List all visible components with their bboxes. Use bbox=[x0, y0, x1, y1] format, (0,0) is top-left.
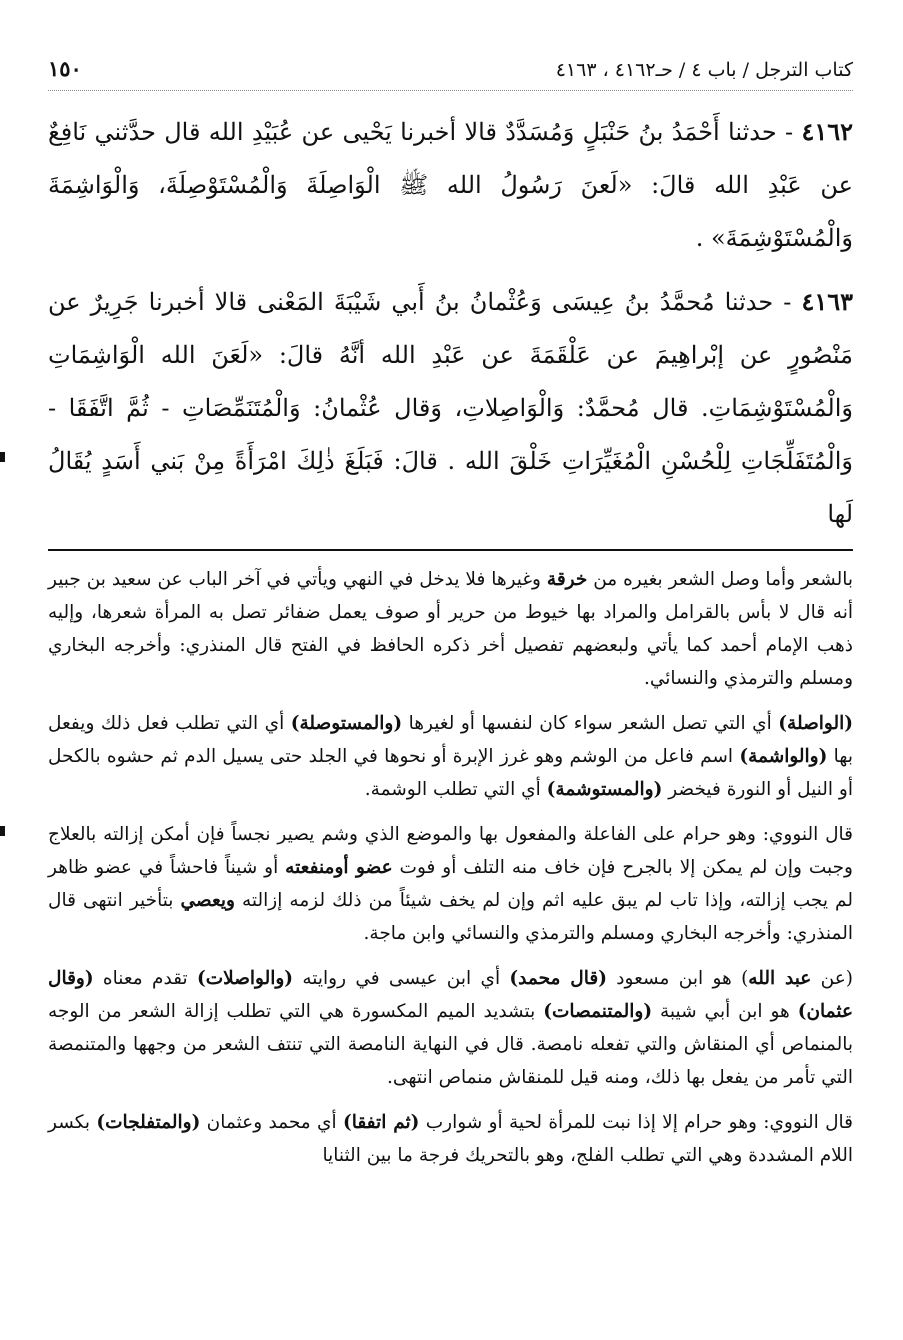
margin-mark bbox=[0, 826, 5, 836]
commentary-text: هو ابن أبي شيبة bbox=[652, 1001, 798, 1022]
commentary-text: قال النووي: وهو حرام على الفاعلة والمفعول بها والموضع الذي وشم يصير نجساً فإن أمكن إزالته بالعلاج وجبت وإن لم يمكن إلا بالجرح فإن خاف منه التلف أو فوت bbox=[48, 824, 853, 878]
commentary-keyword: (وقال عثمان) bbox=[48, 968, 853, 1022]
commentary-text: وغيرها فلا يدخل في النهي ويأتي في آخر الباب عن سعيد بن جبير أنه قال لا بأس بالقرامل والمراد بها خيوط من حرير أو صوف يعمل ضفائر تصل به المرأة شعرها، وإليه ذهب الإمام أحمد كما يأتي ولبعضهم تفصيل أخر ذكره الحافظ في الفتح قال المنذري: وأخرجه البخاري ومسلم والترمذي والنسائي. bbox=[48, 569, 853, 689]
commentary-keyword: (والمتنمصات) bbox=[543, 1001, 653, 1022]
commentary-paragraph bbox=[48, 1106, 853, 1172]
commentary-keyword: (قال محمد) bbox=[509, 968, 607, 989]
commentary-text: قال النووي: وهو حرام إلا إذا نبت للمرأة لحية أو شوارب bbox=[419, 1112, 854, 1133]
running-title: كتاب الترجل / باب ٤ / حـ٤١٦٢ ، ٤١٦٣ bbox=[555, 59, 853, 81]
hadith-4162 bbox=[48, 105, 853, 265]
commentary-divider bbox=[48, 549, 853, 551]
commentary-keyword: عبد الله bbox=[748, 968, 812, 989]
commentary-text: بتشديد الميم المكسورة هي التي تطلب إزالة الشعر من الوجه بالمنماص أي المنقاش والتي تفعله نامصة. قال في النهاية النامصة التي تنتف الشعر من وجهها والمتنمصة التي تأمر من يفعل بها ذلك، ومنه قيل للمنقاش منماص انتهى. bbox=[48, 1001, 853, 1088]
commentary-keyword: خرقة bbox=[546, 569, 588, 590]
commentary-text: تقدم معناه bbox=[93, 968, 197, 989]
commentary-text: أي التي تطلب الوشمة. bbox=[364, 779, 547, 800]
commentary-paragraph bbox=[48, 962, 853, 1094]
commentary-keyword: (والواصلات) bbox=[196, 968, 294, 989]
commentary-text: (عن bbox=[811, 968, 853, 989]
commentary-paragraph bbox=[48, 707, 853, 806]
commentary-keyword: (والمتفلجات) bbox=[96, 1112, 201, 1133]
commentary-text: أي التي تصل الشعر سواء كان لنفسها أو لغيرها bbox=[402, 713, 779, 734]
commentary-keyword: (والمستوصلة) bbox=[290, 713, 403, 734]
hadith-4163 bbox=[48, 275, 853, 541]
margin-mark bbox=[0, 452, 5, 462]
running-header bbox=[48, 56, 853, 91]
commentary-text: أي ابن عيسى في روايته bbox=[293, 968, 510, 989]
commentary-text: أي التي تطلب فعل ذلك ويفعل بها bbox=[48, 713, 853, 767]
page-number: ١٥٠ bbox=[48, 56, 82, 81]
hadith-text: - حدثنا مُحمَّدُ بنُ عِيسَى وَعُثْمانُ بنُ أَبي شَيْبَةَ المَعْنى قالا أخبرنا جَرِيرٌ عن مَنْصُورٍ عن إبْراهِيمَ عن عَلْقَمَةَ عن عَبْدِ الله أنَّهُ قالَ: «لَعَنَ الله الْوَاشِمَاتِ وَالْمُسْتَوْشِمَاتِ. قال مُحمَّدٌ: وَالْوَاصِلاتِ، وَقال عُثْمانُ: وَالْمُتَنَمِّصَاتِ - ثُمَّ اتَّفَقَا - وَالْمُتَفَلِّجَاتِ لِلْحُسْنِ الْمُغَيِّرَاتِ خَلْقَ الله . قالَ: فَبَلَغَ ذٰلِكَ امْرَأَةً مِنْ بَني أَسَدٍ يُقَالُ لَها bbox=[48, 288, 853, 528]
hadith-text: - حدثنا أَحْمَدُ بنُ حَنْبَلٍ وَمُسَدَّدٌ قالا أخبرنا يَحْيى عن عُبَيْدِ الله قال حدَّثني نَافِعٌ عن عَبْدِ الله قالَ: «لَعنَ رَسُولُ الله ﷺ الْوَاصِلَةَ وَالْمُسْتَوْصِلَةَ، وَالْوَاشِمَةَ وَالْمُسْتَوْشِمَةَ» . bbox=[48, 118, 853, 252]
commentary-keyword: (ثم اتفقا) bbox=[342, 1112, 420, 1133]
commentary-text: أي محمد وعثمان bbox=[200, 1112, 343, 1133]
commentary-text: بكسر اللام المشددة وهي التي تطلب الفلج، وهو بالتحريك فرجة ما بين الثنايا bbox=[48, 1112, 853, 1166]
hadith-number: ٤١٦٢ bbox=[801, 117, 853, 146]
document-page bbox=[48, 56, 853, 1326]
commentary-text: أو شيناً فاحشاً في عضو ظاهر لم يجب إزالته، وإذا تاب لم يبق عليه اثم وإن لم يخف شيئاً من ذلك لزمه إزالته bbox=[48, 857, 853, 911]
commentary-text: اسم فاعل من الوشم وهو غرز الإبرة أو نحوها في الجلد حتى يسيل الدم ثم حشوه بالكحل أو النيل أو النورة فيخضر bbox=[48, 746, 853, 800]
commentary-paragraph bbox=[48, 818, 853, 950]
commentary-keyword: (الواصلة) bbox=[778, 713, 854, 734]
commentary-text: بتأخير انتهى قال المنذري: وأخرجه البخاري ومسلم والترمذي والنسائي وابن ماجة. bbox=[48, 890, 853, 944]
commentary-keyword: عضو أومنفعته bbox=[285, 857, 393, 878]
commentary-text: ) هو ابن مسعود bbox=[606, 968, 749, 989]
commentary-keyword: ويعصي bbox=[180, 890, 235, 911]
commentary-paragraph bbox=[48, 563, 853, 695]
hadith-number: ٤١٦٣ bbox=[801, 287, 853, 316]
commentary-keyword: (والواشمة) bbox=[739, 746, 828, 767]
commentary-keyword: (والمستوشمة) bbox=[546, 779, 663, 800]
commentary-text: بالشعر وأما وصل الشعر بغيره من bbox=[587, 569, 854, 590]
